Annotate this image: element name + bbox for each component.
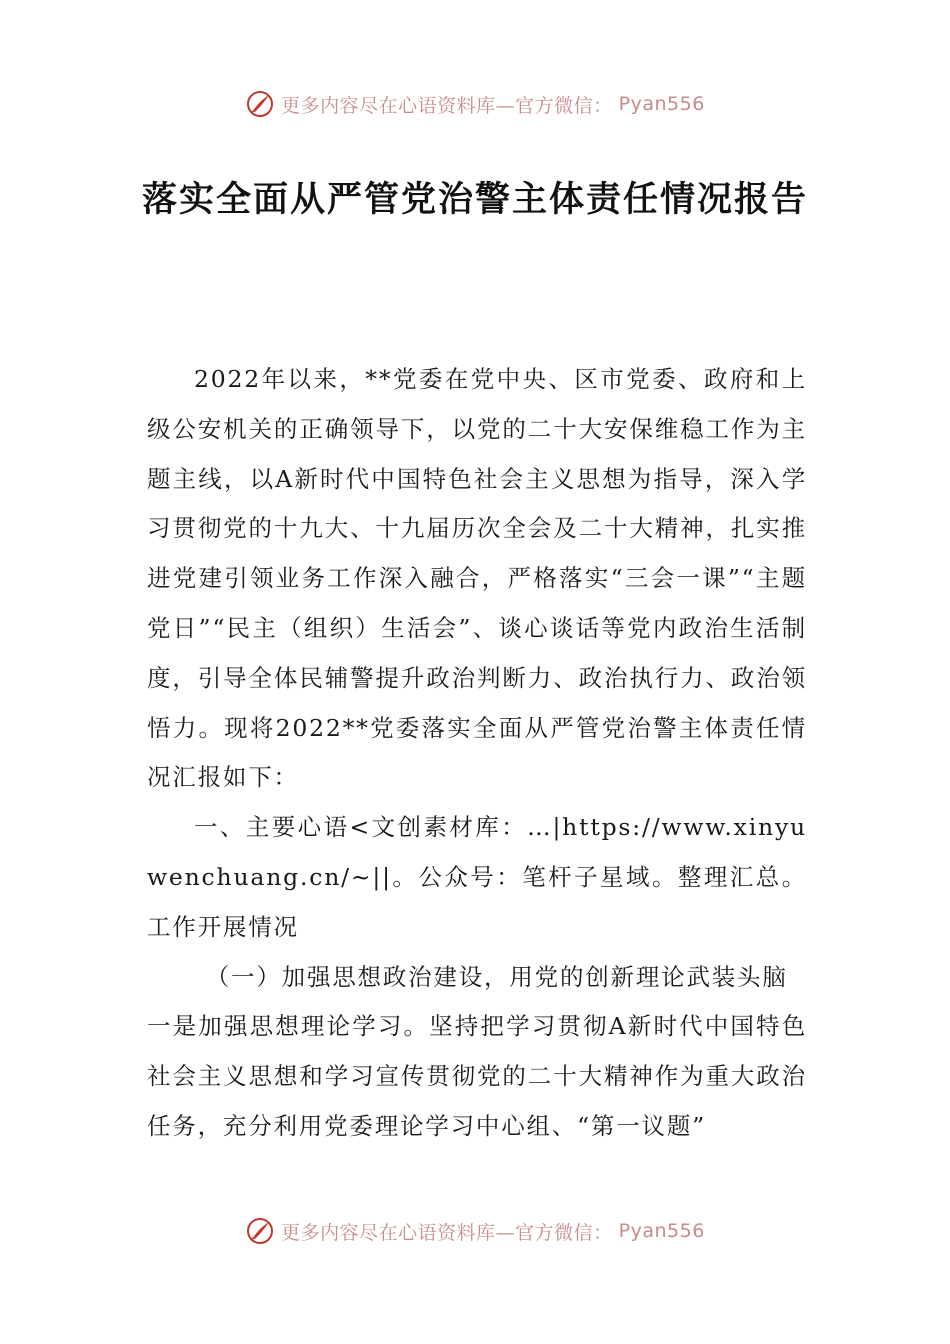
watermark-text: 更多内容尽在心语资料库—官方微信： bbox=[281, 94, 613, 117]
watermark-footer bbox=[0, 1211, 950, 1251]
quill-pen-logo-icon bbox=[245, 89, 275, 119]
quill-pen-logo-icon bbox=[245, 1216, 275, 1246]
paragraph-point-1: 一是加强思想理论学习。坚持把学习贯彻A新时代中国特色社会主义思想和学习宣传贯彻党的二十大精神作为重大政治任务，充分利用党委理论学习中心组、“第一议题” bbox=[147, 1012, 807, 1140]
document-title: 落实全面从严管党治警主体责任情况报告 bbox=[141, 179, 808, 220]
document-body bbox=[147, 355, 807, 1152]
subsection-heading-1: （一）加强思想政治建设，用党的创新理论武装头脑 bbox=[205, 962, 788, 991]
section-heading-1: 一、主要心语<文创素材库：…|https://www.xinyuwenchuang.cn/~||。公众号：笔杆子星域。整理汇总。工作开展情况 bbox=[147, 813, 807, 941]
watermark-header bbox=[0, 84, 950, 124]
watermark-handle: Pyan556 bbox=[618, 93, 705, 115]
watermark-handle: Pyan556 bbox=[618, 1220, 705, 1242]
watermark-text: 更多内容尽在心语资料库—官方微信： bbox=[281, 1221, 613, 1244]
paragraph-intro: 2022年以来，**党委在党中央、区市党委、政府和上级公安机关的正确领导下，以党的二十大安保维稳工作为主题主线，以A新时代中国特色社会主义思想为指导，深入学习贯彻党的十九大、十九届历次全会及二十大精神，扎实推进党建引领业务工作深入融合，严格落实“三会一课”“主题党日”“民主（组织）生活会”、谈心谈话等党内政治生活制度，引导全体民辅警提升政治判断力、政治执行力、政治领悟力。现将2022**党委落实全面从严管党治警主体责任情况汇报如下： bbox=[147, 365, 807, 792]
